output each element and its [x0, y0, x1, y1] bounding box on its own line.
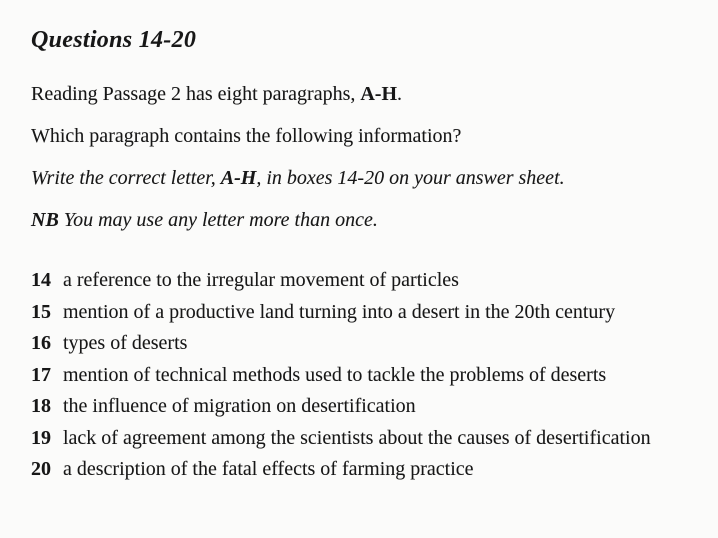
page-title: Questions 14-20: [31, 27, 197, 53]
question-row-14: [31, 268, 688, 293]
answer-instruction: [31, 166, 688, 191]
question-row-15: [31, 300, 688, 325]
question-number: 20: [31, 458, 51, 480]
question-row-19: [31, 426, 688, 451]
question-text: a reference to the irregular movement of particles: [63, 269, 459, 291]
question-number: 18: [31, 395, 51, 417]
question-row-16: [31, 331, 688, 356]
passage-description-period: .: [397, 83, 403, 105]
paragraph-range-label: A-H: [360, 83, 398, 105]
question-text: mention of a productive land turning into a desert in the 20th century: [63, 300, 616, 323]
question-list: [31, 268, 688, 482]
answer-letter-range-label: A-H: [220, 167, 257, 189]
question-number: 17: [31, 363, 51, 386]
question-row-17: [31, 363, 688, 388]
passage-description-text: Reading Passage 2 has eight paragraphs,: [31, 83, 361, 105]
question-text: lack of agreement among the scientists about the causes of desertification: [63, 426, 651, 449]
nb-label: NB: [31, 209, 59, 231]
question-number: 16: [31, 332, 51, 354]
question-text: a description of the fatal effects of farming practice: [63, 458, 474, 480]
question-number: 19: [31, 426, 51, 449]
question-text: mention of technical methods used to tackle the problems of deserts: [63, 363, 607, 386]
answer-instruction-text: Write the correct letter,: [31, 167, 221, 189]
question-number: 14: [31, 269, 51, 291]
answer-instruction-tail: , in boxes 14-20 on your answer sheet.: [256, 167, 565, 189]
passage-description: [31, 82, 688, 107]
question-number: 15: [31, 300, 51, 323]
question-row-20: [31, 457, 688, 482]
nb-text: You may use any letter more than once.: [63, 209, 378, 231]
task-prompt: Which paragraph contains the following information?: [31, 125, 462, 147]
question-text: the influence of migration on desertification: [63, 395, 416, 417]
nb-note: [31, 208, 688, 233]
question-row-18: [31, 394, 688, 419]
question-text: types of deserts: [63, 332, 188, 354]
